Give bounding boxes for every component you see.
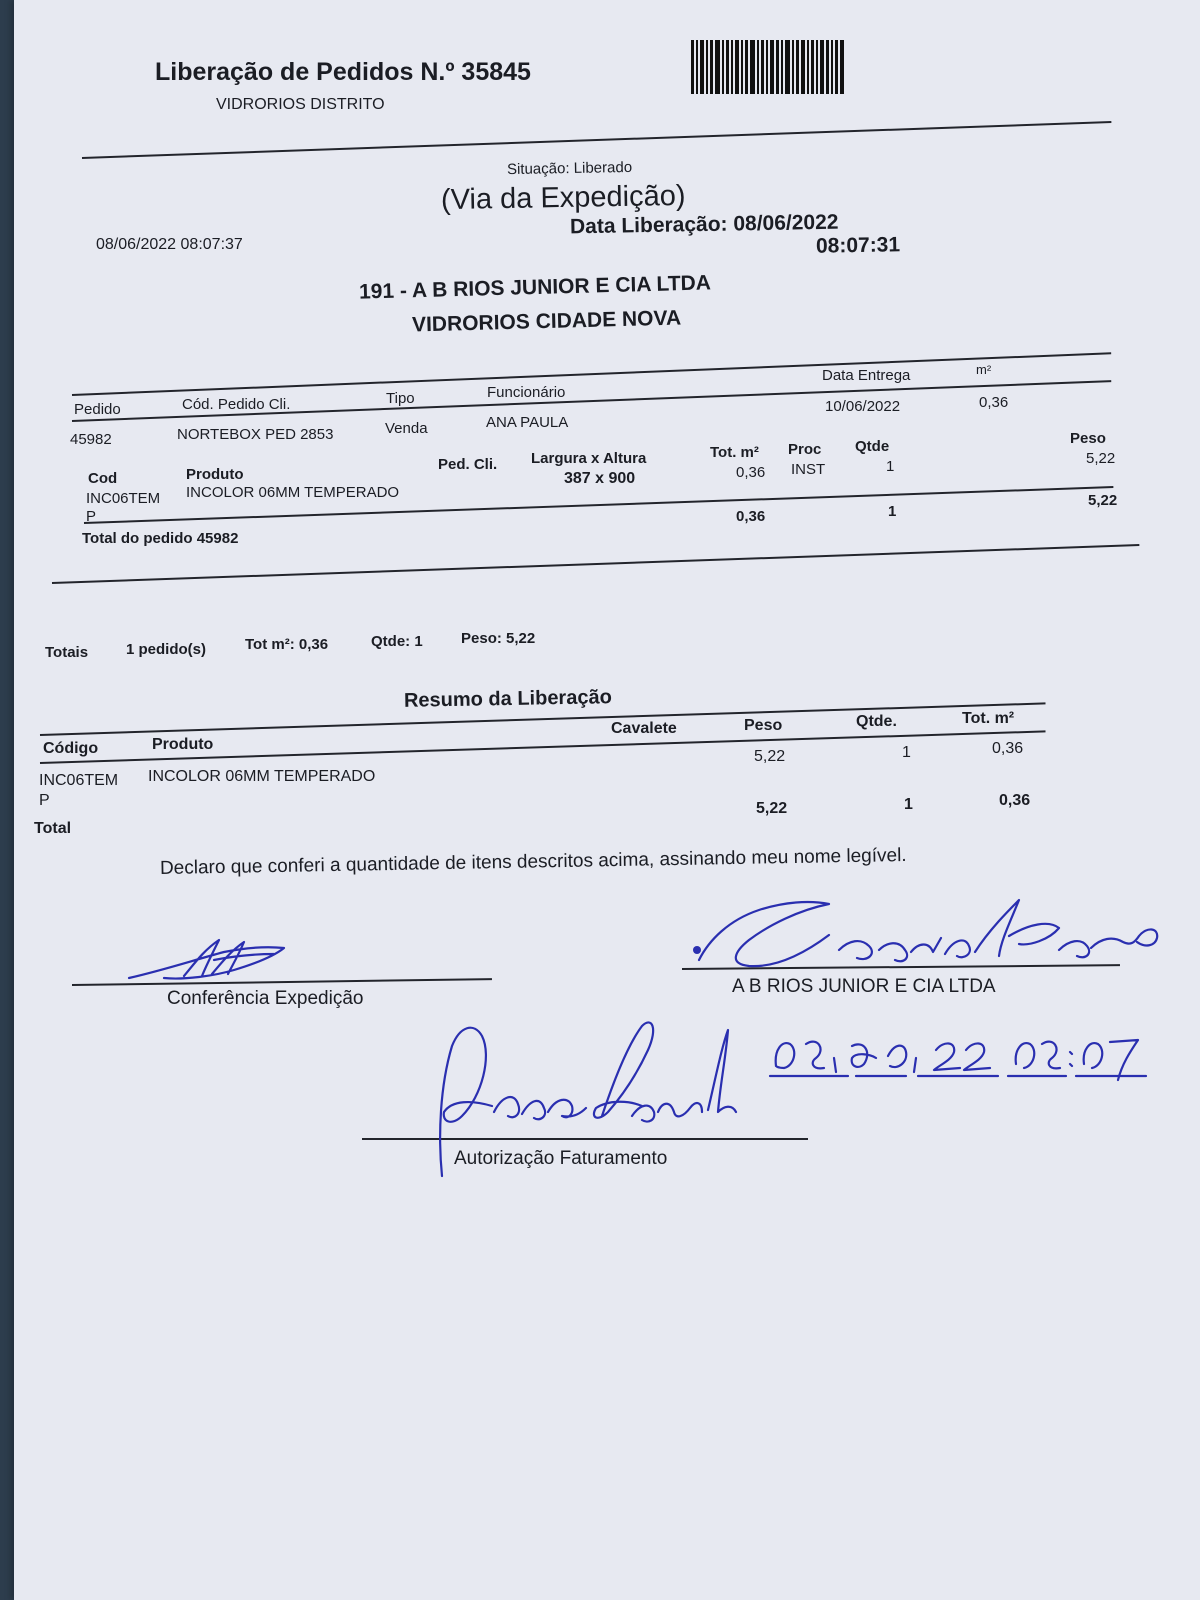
item-dimensions: 387 x 900 (564, 470, 636, 487)
resumo-total-label: Total (34, 820, 72, 837)
order-pedido: 45982 (70, 431, 112, 448)
item-col-qtde: Qtde (855, 438, 890, 455)
item-col-ped-cli: Ped. Cli. (438, 456, 498, 473)
resumo-row-produto: INCOLOR 06MM TEMPERADO (148, 768, 376, 785)
resumo-row-qtde: 1 (902, 744, 911, 761)
item-col-proc: Proc (788, 441, 822, 458)
item-col-cod: Cod (88, 470, 118, 487)
situacao-label: Situação: Liberado (506, 158, 633, 179)
autorizacao-label: Autorização Faturamento (454, 1148, 668, 1169)
totais-pedidos: 1 pedido(s) (126, 641, 207, 658)
data-liberacao: Data Liberação: 08/06/2022 (569, 210, 839, 239)
totais-qtde: Qtde: 1 (371, 633, 423, 650)
document-page (14, 0, 1200, 1600)
client-line1: 191 - A B RIOS JUNIOR E CIA LTDA (358, 271, 712, 304)
resumo-title: Resumo da Liberação (403, 686, 613, 712)
print-datetime: 08/06/2022 08:07:37 (96, 236, 243, 253)
col-funcionario: Funcionário (487, 384, 566, 401)
conferencia-label: Conferência Expedição (167, 988, 364, 1009)
resumo-col-tot-m2: Tot. m² (962, 710, 1015, 727)
item-peso: 5,22 (1086, 450, 1116, 467)
item-tot-m2: 0,36 (736, 464, 766, 481)
order-section-end-line (52, 544, 1139, 584)
client-line2: VIDRORIOS CIDADE NOVA (411, 306, 682, 337)
resumo-col-cavalete: Cavalete (611, 720, 677, 737)
cliente-signature (689, 880, 1169, 975)
item-cod-suffix: P (86, 508, 97, 525)
hora-liberacao: 08:07:31 (815, 233, 901, 258)
item-cod: INC06TEM (86, 490, 161, 507)
resumo-row-cod: INC06TEM (39, 772, 119, 789)
resumo-col-produto: Produto (152, 736, 214, 753)
totais-peso: Peso: 5,22 (461, 630, 536, 647)
order-total-label: Total do pedido 45982 (82, 530, 239, 547)
col-pedido: Pedido (74, 401, 121, 418)
totais-tot-m2: Tot m²: 0,36 (245, 636, 329, 653)
order-total-peso: 5,22 (1088, 492, 1118, 509)
resumo-total-peso: 5,22 (756, 800, 788, 817)
via-label: (Via da Expedição) (440, 179, 686, 217)
col-m2: m² (976, 362, 992, 377)
resumo-row-tot-m2: 0,36 (992, 740, 1024, 757)
item-proc: INST (791, 461, 826, 478)
header-divider (82, 121, 1111, 159)
item-col-produto: Produto (186, 466, 244, 483)
item-qtde: 1 (886, 458, 895, 475)
resumo-col-codigo: Código (43, 740, 99, 757)
item-col-tot-m2: Tot. m² (710, 444, 759, 461)
totais-label: Totais (45, 644, 89, 661)
conferencia-signature (124, 930, 294, 990)
resumo-col-qtde: Qtde. (856, 713, 897, 730)
item-col-largura-altura: Largura x Altura (531, 450, 647, 467)
declaration-text: Declaro que conferi a quantidade de itens descritos acima, assinando meu nome legível. (159, 844, 907, 879)
item-col-peso: Peso (1070, 430, 1106, 447)
order-data-entrega: 10/06/2022 (825, 398, 901, 415)
order-m2: 0,36 (979, 394, 1009, 411)
order-table-top-line (72, 352, 1111, 396)
col-tipo: Tipo (386, 390, 415, 407)
handwritten-date (766, 1020, 1156, 1090)
order-total-tot-m2: 0,36 (736, 508, 766, 525)
col-cod-pedido-cli: Cód. Pedido Cli. (182, 396, 291, 413)
resumo-col-peso: Peso (744, 717, 783, 734)
item-produto: INCOLOR 06MM TEMPERADO (186, 484, 400, 501)
resumo-total-tot-m2: 0,36 (999, 792, 1031, 809)
resumo-total-qtde: 1 (904, 796, 913, 813)
col-data-entrega: Data Entrega (822, 367, 911, 384)
background-edge (0, 0, 14, 1600)
order-total-qtde: 1 (888, 503, 897, 520)
resumo-row-peso: 5,22 (754, 748, 786, 765)
order-cod-pedido-cli: NORTEBOX PED 2853 (177, 426, 334, 443)
cliente-label: A B RIOS JUNIOR E CIA LTDA (732, 976, 996, 997)
order-funcionario: ANA PAULA (486, 414, 569, 431)
company-name: VIDRORIOS DISTRITO (216, 96, 385, 113)
resumo-row-cod-suffix: P (39, 792, 50, 809)
order-tipo: Venda (385, 420, 428, 437)
document-title: Liberação de Pedidos N.º 35845 (155, 58, 531, 86)
autorizacao-signature (422, 1016, 752, 1191)
barcode (691, 40, 865, 94)
